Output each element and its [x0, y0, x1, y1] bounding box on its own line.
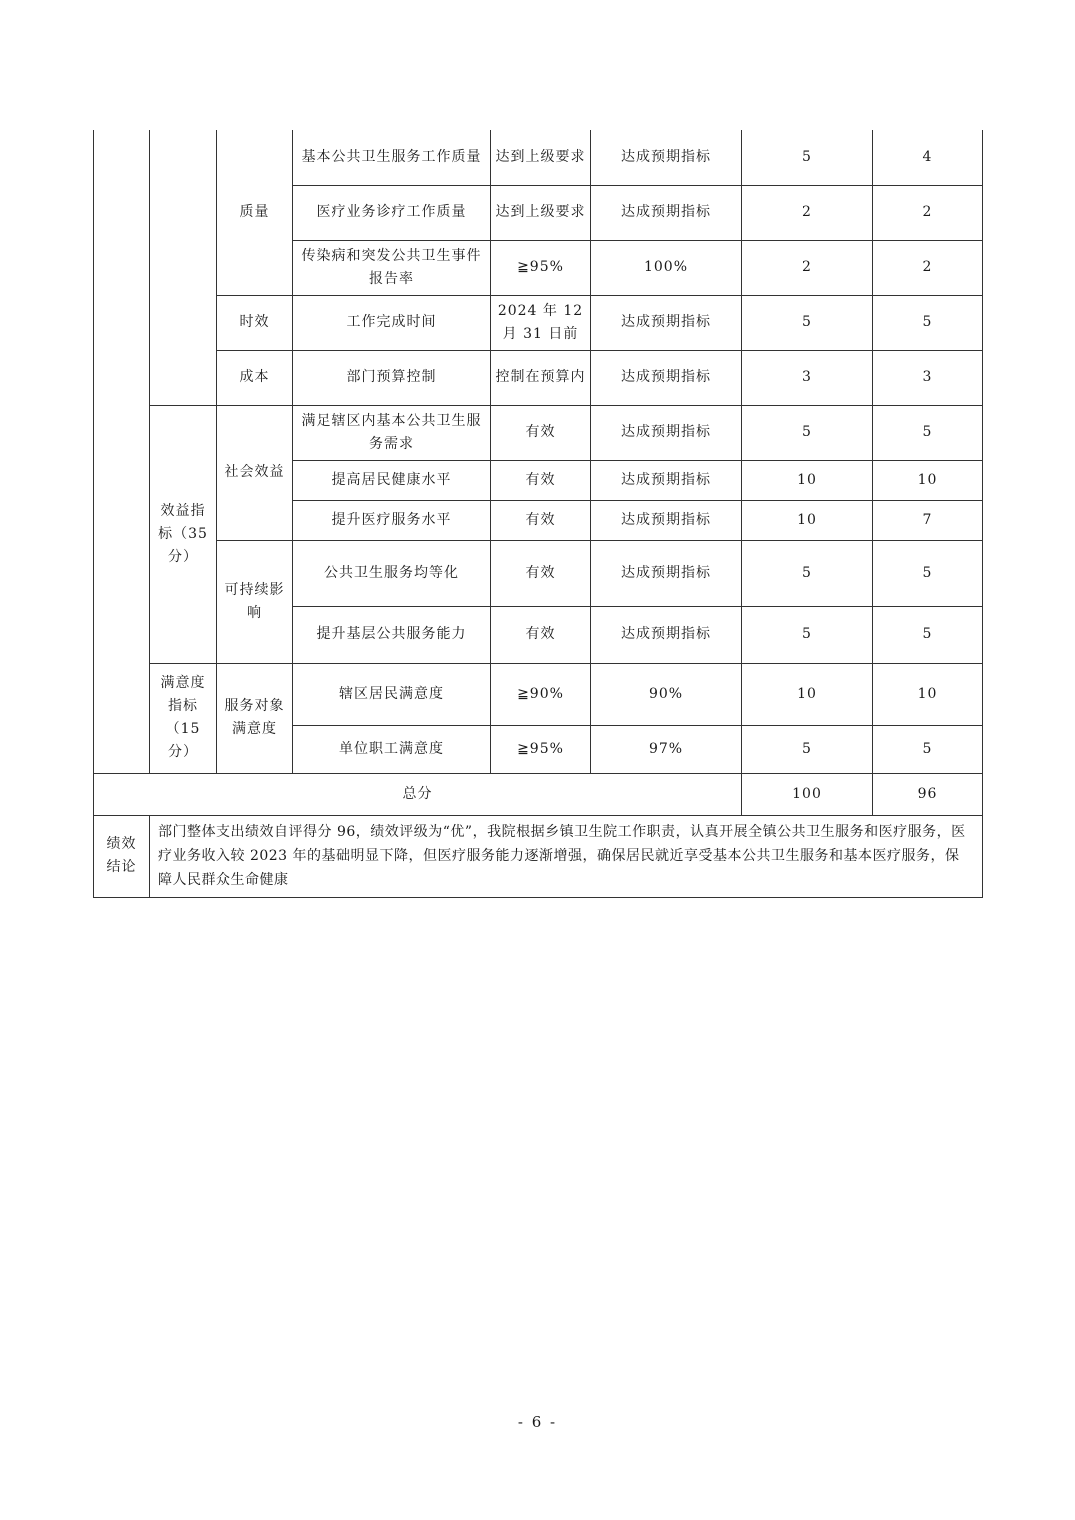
- benefit-indicator-label: 效益指标（35 分）: [150, 405, 217, 663]
- score-value: 3: [873, 350, 983, 405]
- indicator-name: 辖区居民满意度: [293, 663, 491, 725]
- actual-value: 达成预期指标: [591, 295, 742, 350]
- cost-label: 成本: [217, 350, 293, 405]
- indicator-name: 部门预算控制: [293, 350, 491, 405]
- actual-value: 达成预期指标: [591, 405, 742, 460]
- indicator-name: 单位职工满意度: [293, 725, 491, 773]
- indicator-name: 基本公共卫生服务工作质量: [293, 130, 491, 185]
- actual-value: 达成预期指标: [591, 606, 742, 663]
- conclusion-row: [94, 815, 983, 897]
- actual-value: 90%: [591, 663, 742, 725]
- weight-value: 5: [742, 540, 873, 606]
- indicator-name: 传染病和突发公共卫生事件报告率: [293, 240, 491, 295]
- table-row: [94, 540, 983, 606]
- weight-value: 2: [742, 185, 873, 240]
- weight-value: 5: [742, 405, 873, 460]
- target-value: 有效: [491, 606, 591, 663]
- score-value: 2: [873, 185, 983, 240]
- score-value: 10: [873, 663, 983, 725]
- total-row: [94, 773, 983, 815]
- timeliness-label: 时效: [217, 295, 293, 350]
- target-value: ≧95%: [491, 240, 591, 295]
- target-value: 达到上级要求: [491, 185, 591, 240]
- target-value: 有效: [491, 405, 591, 460]
- weight-value: 5: [742, 725, 873, 773]
- table-row: [94, 663, 983, 725]
- table-row: [94, 295, 983, 350]
- target-value: 有效: [491, 500, 591, 540]
- category-cell-continued: [94, 130, 150, 773]
- score-value: 5: [873, 725, 983, 773]
- weight-value: 5: [742, 295, 873, 350]
- indicator-name: 满足辖区内基本公共卫生服务需求: [293, 405, 491, 460]
- score-value: 5: [873, 606, 983, 663]
- actual-value: 达成预期指标: [591, 500, 742, 540]
- score-value: 4: [873, 130, 983, 185]
- actual-value: 100%: [591, 240, 742, 295]
- target-value: 2024 年 12 月 31 日前: [491, 295, 591, 350]
- target-value: ≧95%: [491, 725, 591, 773]
- weight-value: 2: [742, 240, 873, 295]
- score-value: 7: [873, 500, 983, 540]
- weight-value: 5: [742, 130, 873, 185]
- target-value: 有效: [491, 540, 591, 606]
- indicator-name: 提升医疗服务水平: [293, 500, 491, 540]
- target-value: 有效: [491, 460, 591, 500]
- actual-value: 达成预期指标: [591, 350, 742, 405]
- performance-table: [93, 130, 983, 898]
- score-value: 5: [873, 295, 983, 350]
- weight-value: 10: [742, 663, 873, 725]
- subcategory-cell-continued: [150, 130, 217, 405]
- quality-label: 质量: [217, 130, 293, 295]
- indicator-name: 提升基层公共服务能力: [293, 606, 491, 663]
- indicator-name: 公共卫生服务均等化: [293, 540, 491, 606]
- weight-value: 10: [742, 460, 873, 500]
- target-value: ≧90%: [491, 663, 591, 725]
- conclusion-text: 部门整体支出绩效自评得分 96，绩效评级为“优”，我院根据乡镇卫生院工作职责，认真开展全镇公共卫生服务和医疗服务，医疗业务收入较 2023 年的基础明显下降，但医疗服务能力逐渐增强，确保居民就近享受基本公共卫生服务和基本医疗服务，保障人民群众生命健康: [150, 815, 983, 897]
- actual-value: 达成预期指标: [591, 540, 742, 606]
- actual-value: 达成预期指标: [591, 130, 742, 185]
- score-value: 10: [873, 460, 983, 500]
- total-label: 总分: [94, 773, 742, 815]
- weight-value: 10: [742, 500, 873, 540]
- total-score: 96: [873, 773, 983, 815]
- score-value: 5: [873, 405, 983, 460]
- sustainable-impact-label: 可持续影响: [217, 540, 293, 663]
- table-row: [94, 350, 983, 405]
- actual-value: 达成预期指标: [591, 460, 742, 500]
- weight-value: 5: [742, 606, 873, 663]
- service-satisfaction-label: 服务对象满意度: [217, 663, 293, 773]
- indicator-name: 提高居民健康水平: [293, 460, 491, 500]
- social-benefit-label: 社会效益: [217, 405, 293, 540]
- indicator-name: 医疗业务诊疗工作质量: [293, 185, 491, 240]
- score-value: 5: [873, 540, 983, 606]
- score-value: 2: [873, 240, 983, 295]
- actual-value: 达成预期指标: [591, 185, 742, 240]
- table-row: [94, 405, 983, 460]
- target-value: 达到上级要求: [491, 130, 591, 185]
- weight-value: 3: [742, 350, 873, 405]
- page-number: - 6 -: [517, 1413, 558, 1431]
- satisfaction-indicator-label: 满意度 指标（15 分）: [150, 663, 217, 773]
- table-row: [94, 130, 983, 185]
- total-weight: 100: [742, 773, 873, 815]
- indicator-name: 工作完成时间: [293, 295, 491, 350]
- conclusion-label: 绩效结论: [94, 815, 150, 897]
- target-value: 控制在预算内: [491, 350, 591, 405]
- actual-value: 97%: [591, 725, 742, 773]
